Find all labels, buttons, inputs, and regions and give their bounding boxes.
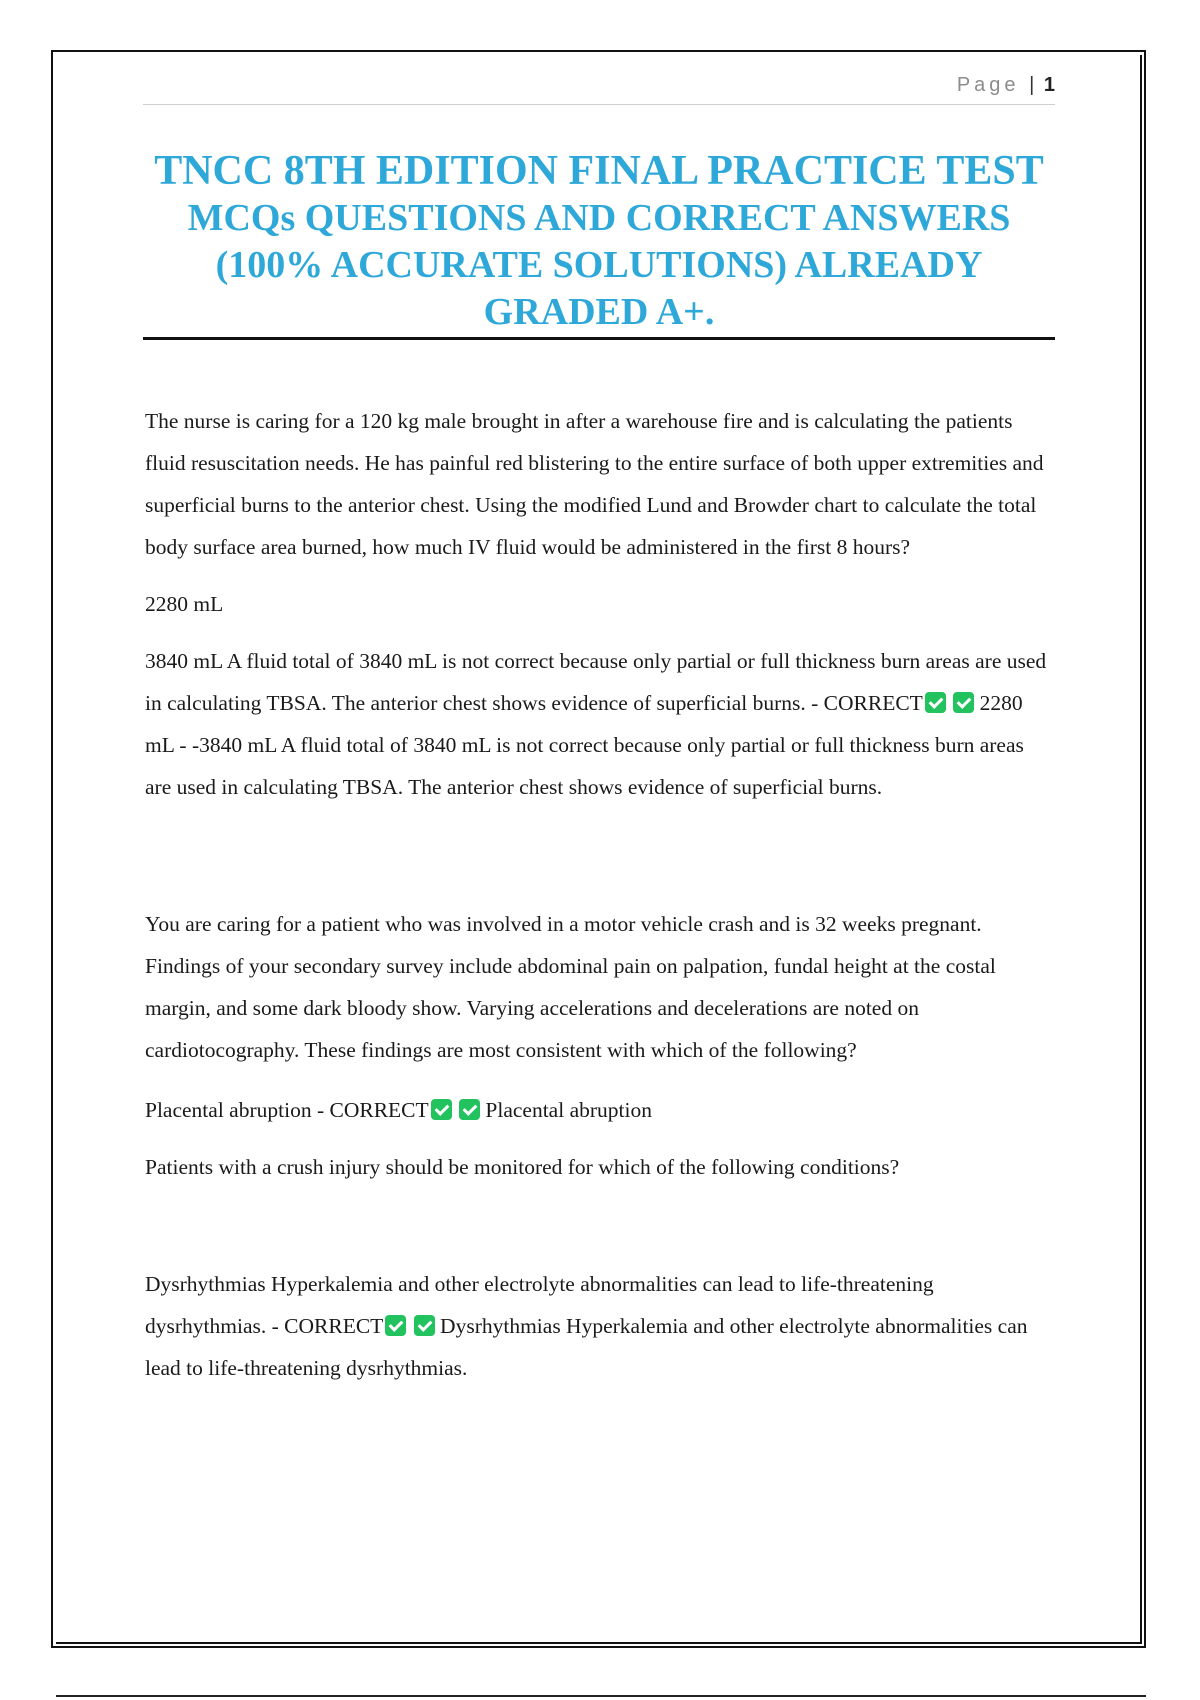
title-line-3: (100% ACCURATE SOLUTIONS) ALREADY: [215, 244, 983, 286]
page-separator: |: [1029, 74, 1035, 96]
check-mark-icon: [431, 1099, 452, 1120]
check-mark-icon: [953, 692, 974, 713]
page-label: Page: [956, 74, 1020, 96]
answer-3-prefix: Dysrhythmias Hyperkalemia and other electrolyte abnormalities can lead to life-threatening dysrhythmias. - CORRECT: [145, 1272, 934, 1338]
answer-2-prefix: Placental abruption - CORRECT: [145, 1098, 429, 1122]
question-1-option: 2280 mL: [145, 592, 224, 616]
check-mark-icon: [459, 1099, 480, 1120]
question-1-answer: [145, 640, 1055, 808]
question-2-answer: [145, 1089, 1055, 1131]
next-page-edge: [56, 1695, 1146, 1697]
answer-1-prefix: 3840 mL A fluid total of 3840 mL is not correct because only partial or full thickness burn areas are used in calculating TBSA. The anterior chest shows evidence of superficial burns. - CORRECT: [145, 649, 1047, 715]
check-mark-icon: [414, 1315, 435, 1336]
question-3-answer: [145, 1263, 1055, 1389]
document-title: [143, 148, 1055, 336]
answer-2-suffix: Placental abruption: [485, 1098, 652, 1122]
check-mark-icon: [925, 692, 946, 713]
title-line-2: MCQs QUESTIONS AND CORRECT ANSWERS: [187, 197, 1011, 239]
answer-1-suffix: 2280 mL - -3840 mL A fluid total of 3840 mL is not correct because only partial or full thickness burn areas are used in calculating TBSA. The anterior chest shows evidence of superficial burns.: [145, 691, 1024, 799]
title-line-4: GRADED A+.: [483, 291, 715, 333]
question-3-text: Patients with a crush injury should be monitored for which of the following conditions?: [145, 1155, 900, 1179]
document-body: [145, 400, 1055, 1389]
answer-3-suffix: Dysrhythmias Hyperkalemia and other electrolyte abnormalities can lead to life-threatening dysrhythmias.: [145, 1314, 1028, 1380]
question-1-text: The nurse is caring for a 120 kg male brought in after a warehouse fire and is calculating the patients fluid resuscitation needs. He has painful red blistering to the entire surface of both upper extremities and superficial burns to the anterior chest. Using the modified Lund and Browder chart to calculate the total body surface area burned, how much IV fluid would be administered in the first 8 hours?: [145, 409, 1044, 559]
check-mark-icon: [385, 1315, 406, 1336]
title-line-1: TNCC 8TH EDITION FINAL PRACTICE TEST: [154, 148, 1044, 194]
question-2-text: You are caring for a patient who was involved in a motor vehicle crash and is 32 weeks pregnant. Findings of your secondary survey include abdominal pain on palpation, fundal height at the costal margin, and some dark bloody show. Varying accelerations and decelerations are noted on cardiotocography. These findings are most consistent with which of the following?: [145, 912, 996, 1062]
page-number: 1: [1043, 74, 1055, 96]
page-header: [143, 70, 1055, 105]
title-underline: [143, 337, 1055, 340]
